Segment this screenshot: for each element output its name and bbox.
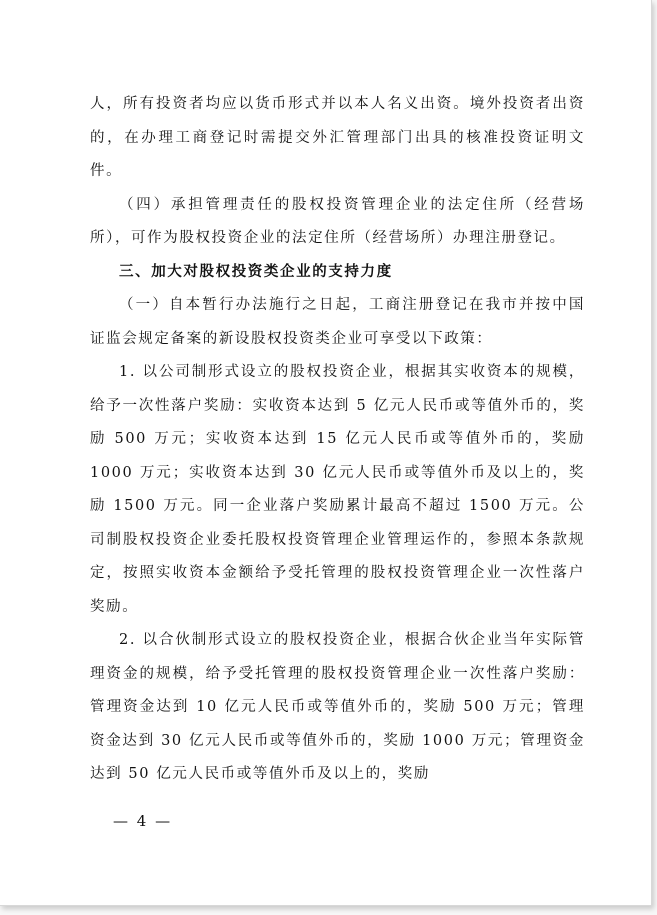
page-number: — 4 —	[113, 812, 173, 830]
paragraph-policy-intro: （一）自本暂行办法施行之日起，工商注册登记在我市并按中国证监会规定备案的新设股权投资类企业可享受以下政策：	[90, 297, 585, 347]
document-body	[90, 88, 592, 792]
paragraph-legal-domicile: （四）承担管理责任的股权投资管理企业的法定住所（经营场所），可作为股权投资企业的法定住所（经营场所）办理注册登记。	[90, 196, 585, 246]
section-heading-support: 三、加大对股权投资类企业的支持力度	[119, 263, 393, 280]
paragraph-investor-requirements: 人，所有投资者均应以货币形式并以本人名义出资。境外投资者出资的，在办理工商登记时需提交外汇管理部门出具的核准投资证明文件。	[90, 96, 585, 179]
paragraph-corporate-reward: 1. 以公司制形式设立的股权投资企业，根据其实收资本的规模，给予一次性落户奖励：实收资本达到 5 亿元人民币或等值外币的，奖励 500 万元；实收资本达到 15 亿元人民币或等值外币的，奖励 1000 万元；实收资本达到 30 亿元人民币或等值外币及以上的，奖励 1500 万元。同一企业落户奖励累计最高不超过 1500 万元。公司制股权投资企业委托股权投资管理企业管理运作的，参照本条款规定，按照实收资本金额给予受托管理的股权投资管理企业一次性落户奖励。	[90, 364, 592, 615]
paragraph-partnership-reward: 2. 以合伙制形式设立的股权投资企业，根据合伙企业当年实际管理资金的规模，给予受托管理的股权投资管理企业一次性落户奖励：管理资金达到 10 亿元人民币或等值外币的，奖励 500 万元；管理资金达到 30 亿元人民币或等值外币的，奖励 1000 万元；管理资金达到 50 亿元人民币或等值外币及以上的，奖励	[90, 632, 585, 782]
